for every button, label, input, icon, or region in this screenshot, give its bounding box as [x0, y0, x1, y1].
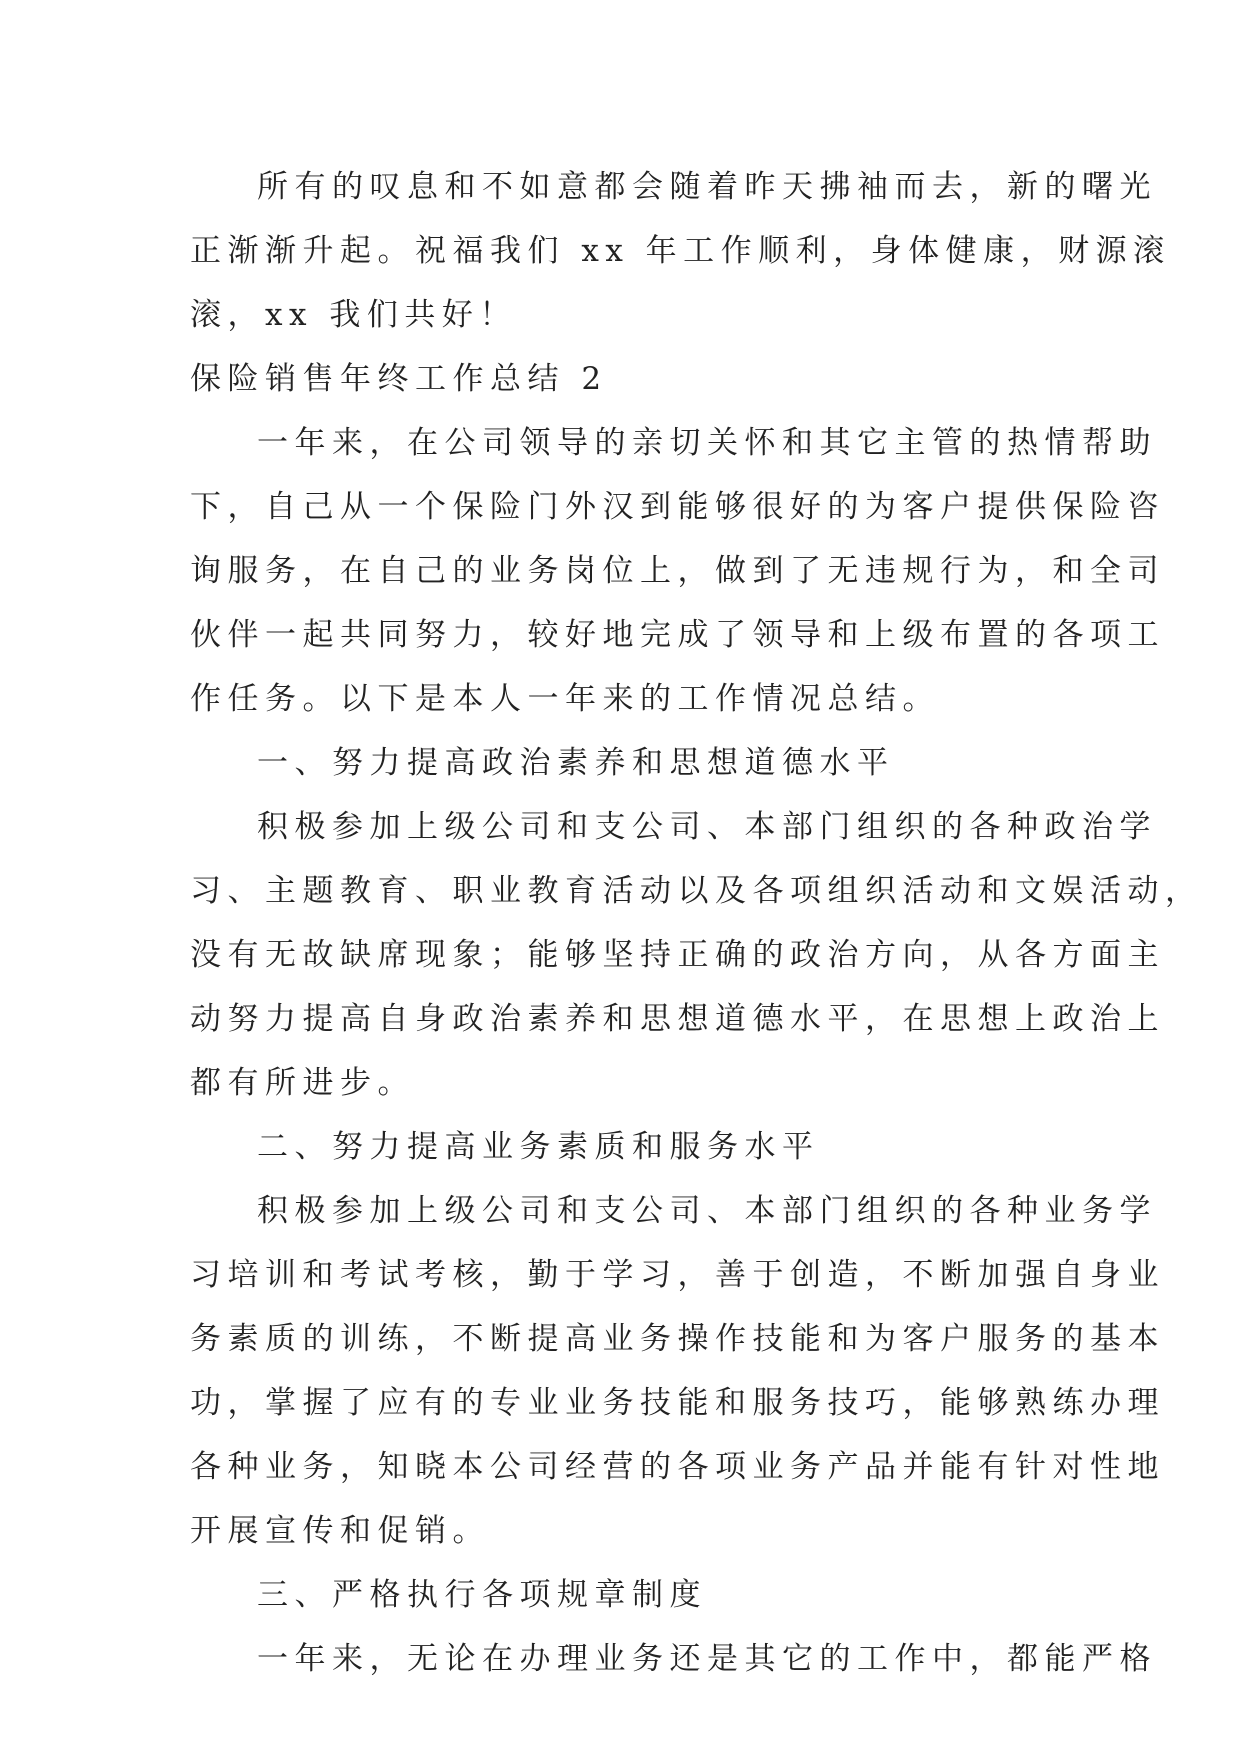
- text-line: 积极参加上级公司和支公司、本部门组织的各种政治学: [257, 809, 1157, 845]
- text-line: 功，掌握了应有的专业业务技能和服务技巧，能够熟练办理: [190, 1385, 1165, 1421]
- text-line: 各种业务，知晓本公司经营的各项业务产品并能有针对性地: [190, 1449, 1165, 1485]
- text-line: 都有所进步。: [190, 1065, 415, 1101]
- text-line: 习培训和考试考核，勤于学习，善于创造，不断加强自身业: [190, 1257, 1165, 1293]
- document-body: [190, 155, 1203, 1691]
- text-line: 没有无故缺席现象；能够坚持正确的政治方向，从各方面主: [190, 937, 1165, 973]
- text-line: 作任务。以下是本人一年来的工作情况总结。: [190, 681, 940, 717]
- text-line: 询服务，在自己的业务岗位上，做到了无违规行为，和全司: [190, 553, 1165, 589]
- text-line: 动努力提高自身政治素养和思想道德水平，在思想上政治上: [190, 1001, 1165, 1037]
- text-line: 二、努力提高业务素质和服务水平: [257, 1129, 820, 1165]
- text-line: 一年来，无论在办理业务还是其它的工作中，都能严格: [257, 1641, 1157, 1677]
- text-line: 伙伴一起共同努力，较好地完成了领导和上级布置的各项工: [190, 617, 1165, 653]
- text-line: 三、严格执行各项规章制度: [257, 1577, 707, 1613]
- text-line: 一、努力提高政治素养和思想道德水平: [257, 745, 895, 781]
- text-line: 积极参加上级公司和支公司、本部门组织的各种业务学: [257, 1193, 1157, 1229]
- text-line: 务素质的训练，不断提高业务操作技能和为客户服务的基本: [190, 1321, 1165, 1357]
- text-line: 下，自己从一个保险门外汉到能够很好的为客户提供保险咨: [190, 489, 1165, 525]
- text-line: 习、主题教育、职业教育活动以及各项组织活动和文娱活动，: [190, 873, 1203, 909]
- text-line: 一年来，在公司领导的亲切关怀和其它主管的热情帮助: [257, 425, 1157, 461]
- text-line: 滚，xx 我们共好！: [190, 297, 517, 333]
- text-line: 开展宣传和促销。: [190, 1513, 490, 1549]
- text-line: 保险销售年终工作总结 2: [190, 361, 608, 397]
- text-line: 所有的叹息和不如意都会随着昨天拂袖而去，新的曙光: [257, 169, 1157, 205]
- text-line: 正渐渐升起。祝福我们 xx 年工作顺利，身体健康，财源滚: [190, 233, 1171, 269]
